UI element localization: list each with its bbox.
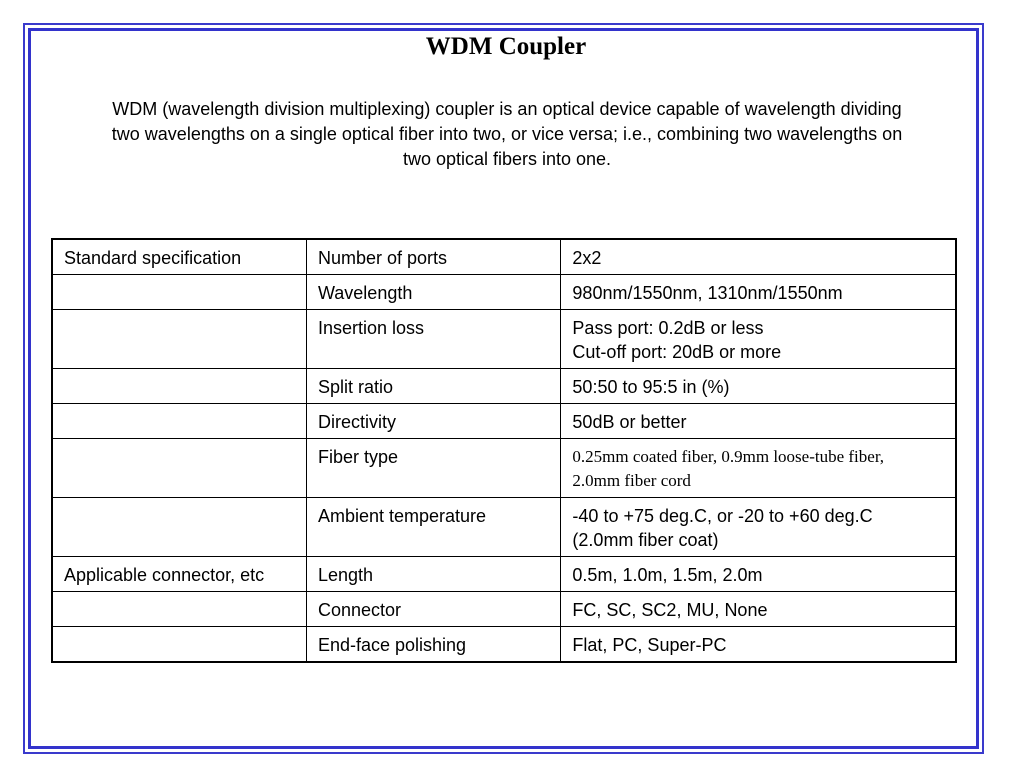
item-cell: Directivity bbox=[306, 404, 560, 439]
value-line: Cut-off port: 20dB or more bbox=[572, 342, 782, 362]
value-cell bbox=[561, 498, 956, 557]
category-cell bbox=[52, 439, 306, 498]
item-cell: Connector bbox=[306, 592, 560, 627]
item-cell: Fiber type bbox=[306, 439, 560, 498]
category-cell: Applicable connector, etc bbox=[52, 557, 306, 592]
table-row bbox=[52, 369, 956, 404]
category-cell bbox=[52, 498, 306, 557]
value-line: -40 to +75 deg.C, or -20 to +60 deg.C bbox=[572, 506, 873, 526]
item-cell: Insertion loss bbox=[306, 310, 560, 369]
value-line: FC, SC, SC2, MU, None bbox=[572, 600, 768, 620]
value-line: 0.25mm coated fiber, 0.9mm loose-tube fiber, bbox=[572, 447, 885, 466]
table-row bbox=[52, 439, 956, 498]
value-cell bbox=[561, 627, 956, 663]
value-line: Flat, PC, Super-PC bbox=[572, 635, 727, 655]
value-cell bbox=[561, 592, 956, 627]
category-cell bbox=[52, 627, 306, 663]
item-cell: Split ratio bbox=[306, 369, 560, 404]
value-cell bbox=[561, 310, 956, 369]
table-row bbox=[52, 310, 956, 369]
table-row bbox=[52, 404, 956, 439]
item-cell: Number of ports bbox=[306, 239, 560, 275]
table-row bbox=[52, 592, 956, 627]
intro-paragraph: WDM (wavelength division multiplexing) coupler is an optical device capable of wavelength dividing two wavelengths on a single optical fiber into two, or vice versa; i.e., combining two wavelengths on two optical fibers into one. bbox=[111, 99, 903, 169]
value-line: (2.0mm fiber coat) bbox=[572, 530, 719, 550]
item-cell: Wavelength bbox=[306, 275, 560, 310]
page-title: WDM Coupler bbox=[425, 33, 587, 60]
value-line: 2x2 bbox=[572, 248, 602, 268]
item-cell: Length bbox=[306, 557, 560, 592]
table-row bbox=[52, 275, 956, 310]
table-row bbox=[52, 239, 956, 275]
value-cell bbox=[561, 404, 956, 439]
value-cell bbox=[561, 239, 956, 275]
value-line: 0.5m, 1.0m, 1.5m, 2.0m bbox=[572, 565, 763, 585]
category-cell bbox=[52, 404, 306, 439]
table-row bbox=[52, 557, 956, 592]
value-cell bbox=[561, 557, 956, 592]
value-cell bbox=[561, 439, 956, 498]
category-cell bbox=[52, 592, 306, 627]
spec-table bbox=[51, 238, 957, 663]
item-cell: End-face polishing bbox=[306, 627, 560, 663]
category-cell bbox=[52, 275, 306, 310]
category-cell: Standard specification bbox=[52, 239, 306, 275]
category-cell bbox=[52, 369, 306, 404]
table-row bbox=[52, 627, 956, 663]
value-line: Pass port: 0.2dB or less bbox=[572, 318, 764, 338]
value-cell bbox=[561, 275, 956, 310]
table-row bbox=[52, 498, 956, 557]
value-line: 980nm/1550nm, 1310nm/1550nm bbox=[572, 283, 843, 303]
value-line: 50dB or better bbox=[572, 412, 687, 432]
item-cell: Ambient temperature bbox=[306, 498, 560, 557]
category-cell bbox=[52, 310, 306, 369]
value-cell bbox=[561, 369, 956, 404]
value-line: 50:50 to 95:5 in (%) bbox=[572, 377, 730, 397]
value-line: 2.0mm fiber cord bbox=[572, 471, 691, 490]
